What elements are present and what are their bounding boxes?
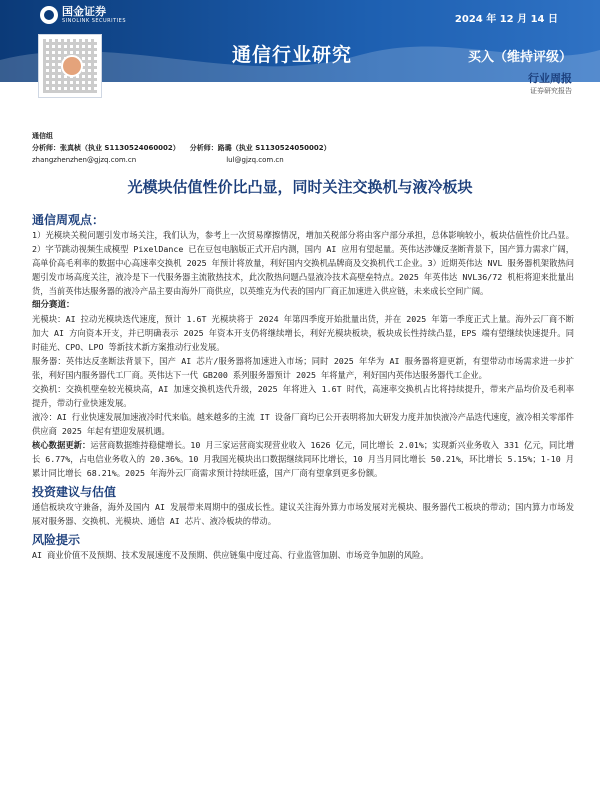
liquid-text: AI 行业快速发展加速液冷时代来临。越来越多的主流 IT 设备厂商均已公开表明将加大研发力度并加快液冷产品迭代速度，液冷相关零部件供应商 2025 年起有望迎发展机遇。 — [32, 412, 574, 436]
brand-name-cn: 国金证券 — [62, 6, 106, 18]
server-label: 服务器： — [32, 356, 66, 366]
switch-text: 交换机壁垒较光模块高，AI 加速交换机迭代升级，2025 年将进入 1.6T 时代，高速率交换机占比将持续提升，带来产品均价及毛利率提升，带动行业快速发展。 — [32, 384, 574, 408]
risk-heading: 风险提示 — [32, 533, 81, 547]
analyst2-label: 分析师： — [189, 144, 218, 152]
rating-label: 买入（维持评级） — [467, 50, 572, 65]
switch-label: 交换机： — [32, 384, 66, 394]
analyst1-name: 张真桢（执业 S1130524060002） — [60, 144, 180, 152]
weekly-views-heading: 通信周观点： — [32, 213, 105, 227]
analyst1-label: 分析师： — [32, 144, 60, 152]
investment-paragraph: 通信板块攻守兼备，海外及国内 AI 发展带来周期中的强成长性。建议关注海外算力市场发展对光模块、服务器代工板块的带动；国内算力市场发展对服务器、交换机、光模块、通信 AI 芯片、液冷板块的带动。 — [32, 502, 574, 526]
liquid-cooling-paragraph — [32, 410, 574, 438]
brand-name-en: SINOLINK SECURITIES — [62, 18, 126, 24]
analyst2-email[interactable]: lul@gjzq.com.cn — [226, 156, 284, 164]
core-label: 核心数据更新： — [32, 440, 91, 450]
report-header — [0, 0, 600, 128]
server-paragraph — [32, 354, 574, 382]
document-title: 光模块估值性价比凸显，同时关注交换机与液冷板块 — [127, 178, 473, 196]
core-text: 运营商数据维持稳健增长。10 月三家运营商实现营业收入 1626 亿元，同比增长 2.01%；实现新兴业务收入 331 亿元，同比增长 6.77%，占电信业务收入的 20.36%。10 月我国光模块出口数据继续同环比增长，10 月当月同比增长 50.21%，环比增长 5.15%；1-10 月累计同比增长 68.21%。2025 年海外云厂商需求预计持续旺盛，国产厂商有望拿到更多份额。 — [32, 440, 574, 478]
optical-module-paragraph — [32, 312, 574, 354]
optical-text: AI 拉动光模块迭代速度，预计 1.6T 光模块将于 2024 年第四季度开始批量出货，并在 2025 年第一季度正式上量。海外云厂商不断加大 AI 方向资本开支，并已明确表示 2025 年资本开支仍将继续增长，利好光模块板块，板块成长性持续凸显，EPS 端有望继续快速提升。同时硅光、CPO、LPO 等新技术新方案推动行业发展。 — [32, 314, 574, 352]
brand-logo-icon — [40, 6, 58, 24]
report-title: 通信行业研究 — [232, 44, 353, 66]
analyst2-name: 路璐（执业 S1130524050002） — [217, 144, 331, 152]
server-text: 英伟达反垄断法背景下，国产 AI 芯片/服务器将加速进入市场；同时 2025 年华为 AI 服务器将迎更新，有望带动市场需求进一步扩张，利好国内服务器代工厂商。英伟达下一代 GB200 系列服务器预计 2025 年将量产，利好国内英伟达服务器代工企业。 — [32, 356, 574, 380]
brand-logo — [40, 6, 126, 24]
risk-paragraph: AI 商业价值不及预期、技术发展速度不及预期、供应链集中度过高、行业监管加剧、市场竞争加剧的风险。 — [32, 550, 429, 560]
analyst1-email[interactable]: zhangzhenzhen@gjzq.com.cn — [32, 156, 137, 164]
weekly-views-section — [32, 212, 574, 562]
team-name: 通信组 — [32, 132, 53, 140]
report-type: 行业周报 — [528, 72, 572, 85]
weekly-views-paragraph: 1）光模块关税问题引发市场关注，我们认为，参考上一次贸易摩擦情况，增加关税部分将由客户部分承担，总体影响较小，板块估值性价比凸显。2）字节跳动视频生成模型 PixelDance 已在豆包电脑版正式开启内测，国内 AI 应用有望起量。英伟达涉嫌反垄断背景下，国产算力需求广阔，高单价高毛利率的数据中心高速率交换机 2025 年预计将放量，利好国内交换机品牌商及交换机代工企业。3）近期英伟达 NVL 服务器机架散热问题引发市场高度关注，液冷是下一代服务器主流散热技术，此次散热问题凸显液冷技术高壁垒特点。2025 年英伟达 NVL36/72 机柜将迎来批量出货，当前英伟达服务器的液冷产品主要由海外厂商供应，以英维克为代表的国内厂商正加速进入供应链，未来成长空间广阔。 — [32, 230, 574, 296]
investment-heading: 投资建议与估值 — [32, 485, 117, 499]
switch-paragraph — [32, 382, 574, 410]
report-date: 2024 年 12 月 14 日 — [454, 14, 558, 25]
segments-heading: 细分赛道： — [32, 300, 75, 310]
liquid-label: 液冷： — [32, 412, 57, 422]
analyst-team — [32, 130, 331, 166]
report-subtype: 证券研究报告 — [530, 87, 572, 95]
optical-label: 光模块： — [32, 314, 66, 324]
qr-code-icon — [38, 34, 102, 98]
core-data-paragraph — [32, 438, 574, 480]
